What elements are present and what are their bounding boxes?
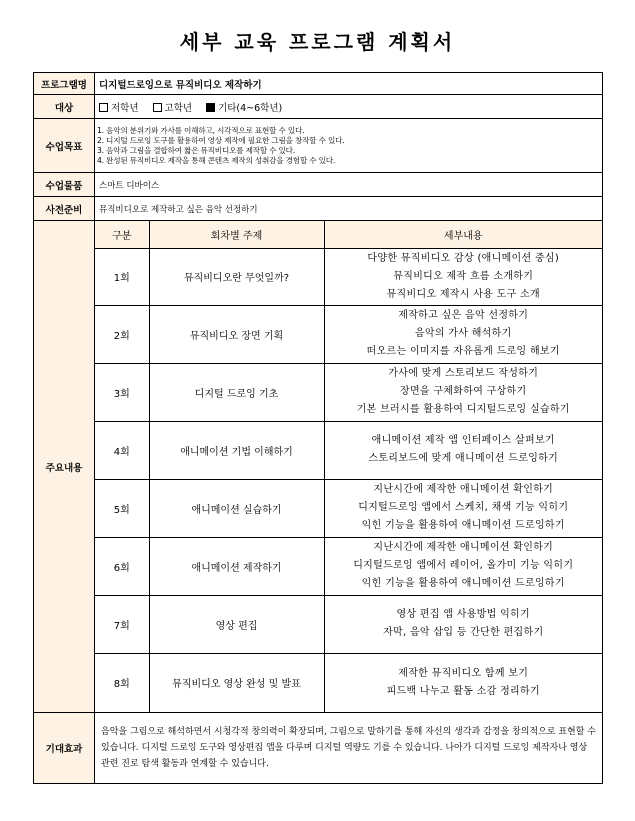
session-topic: 애니메이션 기법 이해하기 [149,421,324,479]
program-row [34,73,603,95]
session-details [324,248,602,305]
session-detail-line: 장면을 구체화하여 구상하기 [400,386,527,397]
header-topic: 회차별 주제 [149,221,324,248]
materials-row [34,173,603,197]
session-details [324,479,602,537]
session-topic: 뮤직비디오란 무엇일까? [149,248,324,305]
sessions-table [95,221,602,712]
session-detail-line: 지난시간에 제작한 애니메이션 확인하기 [373,484,554,495]
target-label: 대상 [34,95,95,119]
session-detail-line: 익힌 기능을 활용하여 애니메이션 드로잉하기 [361,578,565,589]
session-details [324,305,602,363]
session-detail-line: 애니메이션 제작 앱 인터페이스 살펴보기 [371,435,555,446]
session-detail-line: 스토리보드에 맞게 애니메이션 드로잉하기 [368,453,559,464]
header-details: 세부내용 [324,221,602,248]
target-option [99,103,139,114]
session-row [95,537,602,595]
session-number: 2회 [95,305,149,363]
session-topic: 뮤직비디오 영상 완성 및 발표 [149,653,324,712]
session-number: 1회 [95,248,149,305]
session-topic: 뮤직비디오 장면 기획 [149,305,324,363]
session-details [324,421,602,479]
session-detail-line: 디지털드로잉 앱에서 레이어, 올가미 기능 익히기 [353,560,574,571]
session-number: 7회 [95,595,149,653]
goal-line: 1. 음악의 분위기와 가사를 이해하고, 시각적으로 표현할 수 있다. [97,125,305,135]
session-number: 5회 [95,479,149,537]
session-detail-line: 음악의 가사 해석하기 [414,328,512,339]
target-option-label: 기타(4~6학년) [218,102,283,114]
session-detail-line: 기본 브러시를 활용하여 디지털드로잉 실습하기 [356,404,570,415]
prep-value: 뮤직비디오로 제작하고 싶은 음악 선정하기 [95,197,603,221]
session-number: 6회 [95,537,149,595]
header-no: 구분 [95,221,149,248]
session-detail-line: 떠오르는 이미지를 자유롭게 드로잉 해보기 [366,346,560,357]
session-details [324,363,602,421]
session-detail-line: 지난시간에 제작한 애니메이션 확인하기 [373,542,554,553]
target-row [34,95,603,119]
goals-list [95,119,603,173]
session-row [95,595,602,653]
prep-row [34,197,603,221]
plan-table [33,72,603,784]
content-cell [95,221,603,713]
session-detail-line: 뮤직비디오 제작 흐름 소개하기 [393,270,534,282]
session-row [95,248,602,305]
session-row [95,421,602,479]
session-detail-line: 뮤직비디오 제작시 사용 도구 소개 [386,288,540,300]
session-detail-line: 영상 편집 앱 사용방법 익히기 [396,609,530,620]
session-detail-line: 제작하고 싶은 음악 선정하기 [398,310,529,321]
target-option-label: 저학년 [111,102,139,114]
content-label: 주요내용 [34,221,95,713]
session-row [95,479,602,537]
checked-box-icon [206,103,215,112]
session-topic: 애니메이션 실습하기 [149,479,324,537]
target-option-label: 고학년 [164,102,193,114]
session-details [324,537,602,595]
target-option [206,103,282,114]
session-row [95,363,602,421]
goal-line: 4. 완성된 뮤직비디오 제작을 통해 콘텐츠 제작의 성취감을 경험할 수 있다. [97,155,336,165]
session-number: 3회 [95,363,149,421]
expected-row [34,713,603,784]
program-label: 프로그램명 [34,73,95,95]
materials-label: 수업물품 [34,173,95,197]
content-row [34,221,603,713]
session-topic: 디지털 드로잉 기초 [149,363,324,421]
session-details [324,653,602,712]
session-number: 8회 [95,653,149,712]
session-detail-line: 디지털드로잉 앱에서 스케치, 채색 기능 익히기 [358,502,569,513]
page-title: 세부 교육 프로그램 계획서 [179,30,456,54]
session-details [324,595,602,653]
session-detail-line: 피드백 나누고 활동 소감 정리하기 [386,685,540,697]
session-detail-line: 다양한 뮤직비디오 감상 (애니메이션 중심) [367,252,560,264]
session-row [95,653,602,712]
session-row [95,305,602,363]
checkbox-icon [153,103,162,112]
goals-label: 수업목표 [34,119,95,173]
target-options [95,95,603,119]
checkbox-icon [99,103,108,112]
expected-value: 음악을 그림으로 해석하면서 시청각적 창의력이 확장되며, 그림으로 말하기를 통해 자신의 생각과 감정을 창의적으로 표현할 수 있습니다. 디지털 드로잉 도구와 영상편집 앱을 다루며 디지털 역량도 기를 수 있습니다. 나아가 디지털 드로잉 제작자나 영상 관련 진로 탐색 활동과 연계할 수 있습니다. [95,713,603,784]
goal-line: 2. 디지털 드로잉 도구를 활용하여 영상 제작에 필요한 그림을 창작할 수 있다. [97,135,345,145]
session-detail-line: 익힌 기능을 활용하여 애니메이션 드로잉하기 [361,520,565,531]
goals-row [34,119,603,173]
session-detail-line: 가사에 맞게 스토리보드 작성하기 [388,368,539,379]
prep-label: 사전준비 [34,197,95,221]
session-number: 4회 [95,421,149,479]
session-topic: 애니메이션 제작하기 [149,537,324,595]
program-value: 디지털드로잉으로 뮤직비디오 제작하기 [95,73,603,95]
expected-label: 기대효과 [34,713,95,784]
session-detail-line: 제작한 뮤직비디오 함께 보기 [398,667,529,679]
sessions-header-row [95,221,602,248]
goal-line: 3. 음악과 그림을 결합하여 짧은 뮤직비디오를 제작할 수 있다. [97,145,296,155]
materials-value: 스마트 디바이스 [95,173,603,197]
target-option [153,103,193,114]
session-topic: 영상 편집 [149,595,324,653]
session-detail-line: 자막, 음악 삽입 등 간단한 편집하기 [383,627,544,638]
